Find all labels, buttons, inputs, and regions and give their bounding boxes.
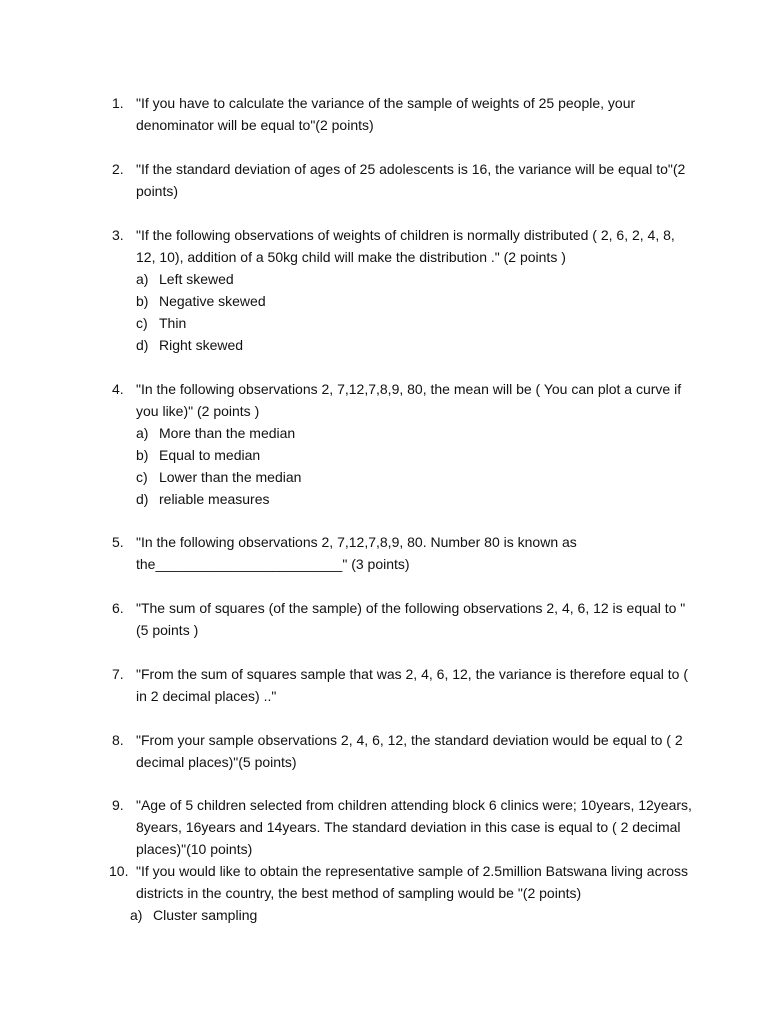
option-label: c)	[136, 469, 148, 485]
option-label: c)	[136, 315, 148, 331]
question-6	[112, 597, 692, 641]
question-text: "If the following observations of weights of children is normally distributed ( 2, 6, 2, 4, 8, 12, 10), addition of a 50kg child will make the distribution ." (2 points )	[136, 227, 675, 265]
option-b	[136, 444, 692, 466]
question-3	[112, 224, 692, 356]
question-number: 8.	[112, 732, 124, 748]
question-text: "If the standard deviation of ages of 25 adolescents is 16, the variance will be equal to"(2 points)	[136, 161, 686, 199]
option-c	[136, 466, 692, 488]
question-number: 1.	[112, 95, 124, 111]
question-5	[112, 531, 692, 575]
option-label: a)	[130, 907, 143, 923]
option-label: d)	[136, 337, 149, 353]
option-text: Lower than the median	[159, 469, 302, 485]
option-label: a)	[136, 271, 149, 287]
option-text: Equal to median	[159, 447, 261, 463]
question-7	[112, 663, 692, 707]
question-text: "From your sample observations 2, 4, 6, 12, the standard deviation would be equal to ( 2 decimal places)"(5 points)	[136, 732, 683, 770]
option-b	[136, 290, 692, 312]
question-1	[112, 92, 692, 136]
option-text: More than the median	[159, 425, 296, 441]
question-text: "In the following observations 2, 7,12,7,8,9, 80. Number 80 is known as the________________________" (3 points)	[136, 534, 577, 572]
question-9	[112, 794, 692, 860]
option-text: Right skewed	[159, 337, 244, 353]
question-number: 10.	[109, 863, 129, 879]
question-text: "From the sum of squares sample that was 2, 4, 6, 12, the variance is therefore equal to ( in 2 decimal places) .."	[136, 666, 689, 704]
question-number: 5.	[112, 534, 124, 550]
option-label: b)	[136, 447, 149, 463]
option-text: Negative skewed	[159, 293, 266, 309]
option-text: reliable measures	[159, 491, 270, 507]
option-a	[136, 422, 692, 444]
option-d	[136, 488, 692, 510]
option-label: a)	[136, 425, 149, 441]
option-text: Left skewed	[159, 271, 234, 287]
question-number: 3.	[112, 227, 124, 243]
question-2	[112, 158, 692, 202]
question-text: "If you have to calculate the variance of the sample of weights of 25 people, your denominator will be equal to"(2 points)	[136, 95, 636, 133]
question-number: 7.	[112, 666, 124, 682]
option-a	[136, 268, 692, 290]
question-4	[112, 378, 692, 510]
option-d	[136, 334, 692, 356]
option-text: Thin	[159, 315, 187, 331]
question-number: 6.	[112, 600, 124, 616]
question-text: "Age of 5 children selected from children attending block 6 clinics were; 10years, 12years, 8years, 16years and 14years. The standard deviation in this case is equal to ( 2 decimal places)"(10 points)	[136, 797, 692, 857]
question-number: 2.	[112, 161, 124, 177]
option-c	[136, 312, 692, 334]
question-text: "If you would like to obtain the representative sample of 2.5million Batswana living across districts in the country, the best method of sampling would be "(2 points)	[136, 863, 689, 901]
option-a	[130, 904, 692, 926]
question-text: "In the following observations 2, 7,12,7,8,9, 80, the mean will be ( You can plot a curve if you like)" (2 points )	[136, 381, 682, 419]
question-10	[109, 860, 692, 926]
question-number: 9.	[112, 797, 124, 813]
option-label: d)	[136, 491, 149, 507]
option-label: b)	[136, 293, 149, 309]
question-8	[112, 729, 692, 773]
option-text: Cluster sampling	[153, 907, 258, 923]
question-text: "The sum of squares (of the sample) of the following observations 2, 4, 6, 12 is equal to "(5 points )	[136, 600, 686, 638]
question-number: 4.	[112, 381, 124, 397]
